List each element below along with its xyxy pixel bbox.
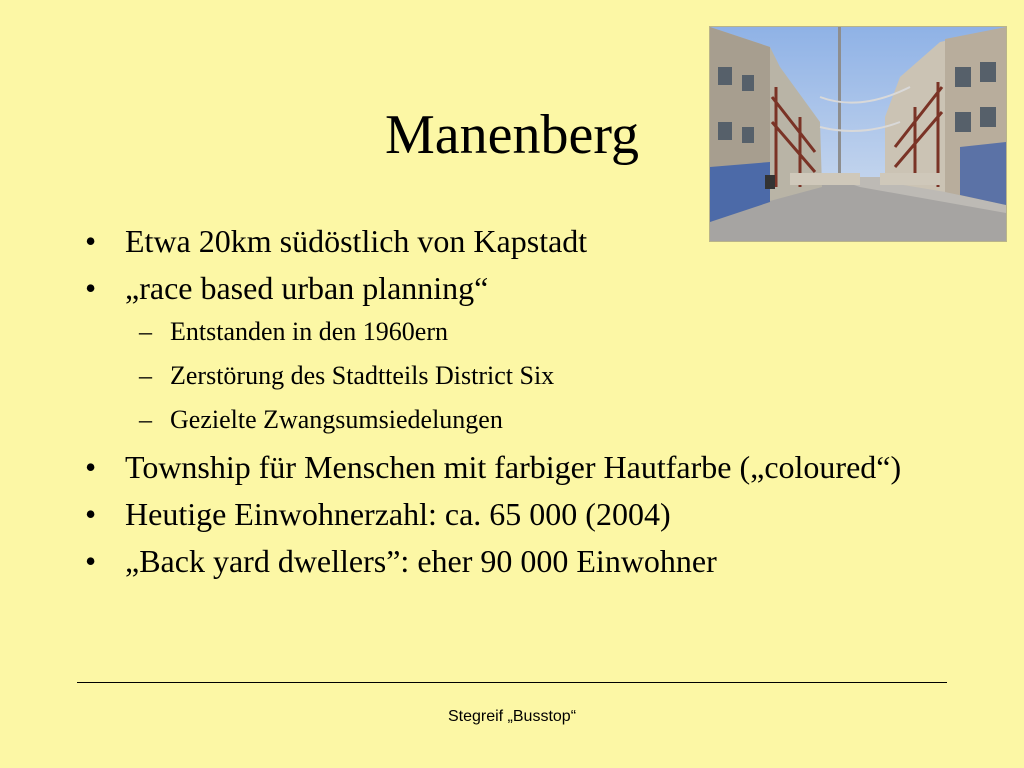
- street-photo: [709, 26, 1007, 242]
- bullet-marker: •: [85, 496, 97, 532]
- bullet-text: Heutige Einwohnerzahl: ca. 65 000 (2004): [125, 496, 671, 532]
- bullet-marker: •: [85, 223, 97, 259]
- sub-bullet-text: Zerstörung des Stadtteils District Six: [170, 361, 555, 390]
- dash-marker: –: [139, 405, 152, 434]
- bullet-list: [85, 222, 965, 589]
- bullet-item: [85, 222, 965, 260]
- dash-marker: –: [139, 361, 152, 390]
- bullet-text: „race based urban planning“: [125, 270, 489, 306]
- bullet-item: [85, 542, 965, 580]
- bullet-text: Township für Menschen mit farbiger Hautfarbe („coloured“): [125, 449, 902, 485]
- bullet-text: Etwa 20km südöstlich von Kapstadt: [125, 223, 588, 259]
- bullet-item: [85, 448, 965, 486]
- sub-bullet-item: [85, 360, 965, 392]
- footer-divider: [77, 682, 947, 683]
- sub-bullet-item: [85, 404, 965, 436]
- bullet-item: [85, 269, 965, 307]
- slide-title: Manenberg: [385, 104, 639, 166]
- sub-bullet-text: Entstanden in den 1960ern: [170, 317, 448, 346]
- dash-marker: –: [139, 317, 152, 346]
- bullet-marker: •: [85, 449, 97, 485]
- sub-bullet-text: Gezielte Zwangsumsiedelungen: [170, 405, 503, 434]
- bullet-text: „Back yard dwellers”: eher 90 000 Einwohner: [125, 543, 717, 579]
- sub-bullet-item: [85, 316, 965, 348]
- bullet-item: [85, 495, 965, 533]
- slide-footer: Stegreif „Busstop“: [447, 708, 577, 725]
- bullet-marker: •: [85, 270, 97, 306]
- bullet-marker: •: [85, 543, 97, 579]
